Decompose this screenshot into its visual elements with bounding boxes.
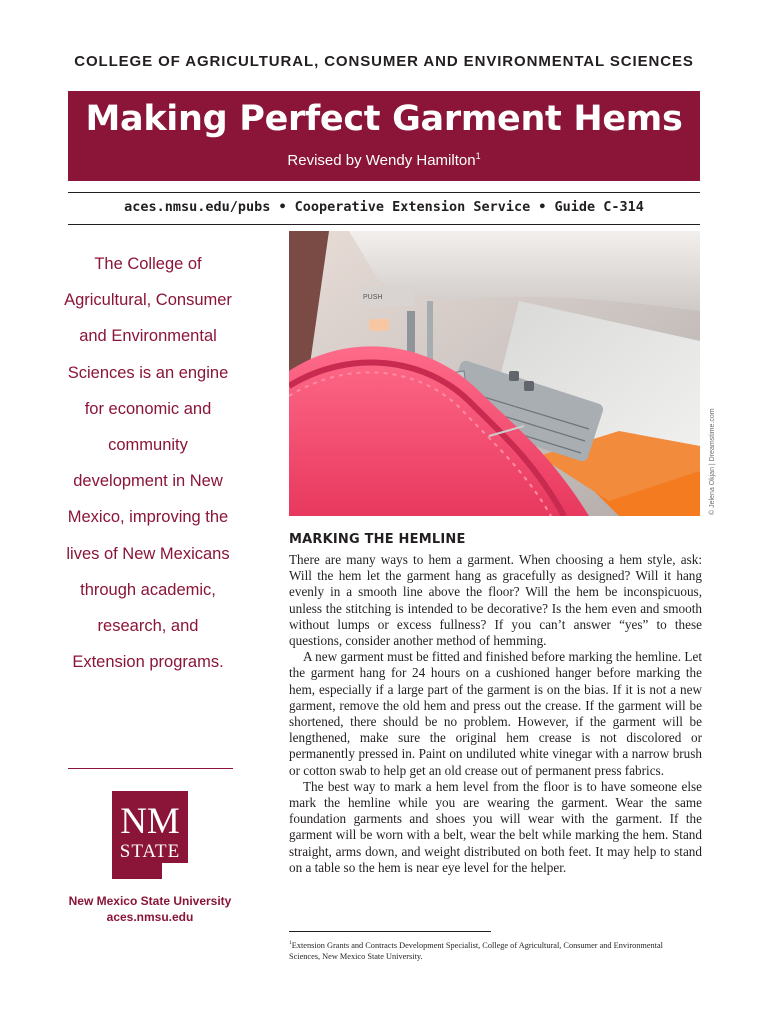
byline [68, 151, 700, 169]
meta-bottom-rule [68, 224, 700, 225]
university-block [50, 893, 250, 925]
footnote [289, 938, 689, 963]
logo-state-text: STATE [119, 841, 181, 862]
footnote-rule [289, 931, 491, 932]
sidebar-rule [68, 768, 233, 769]
section-heading: MARKING THE HEMLINE [289, 532, 466, 547]
footnote-marker: 1 [289, 940, 292, 946]
separator-dot: • [278, 199, 287, 215]
byline-footnote-marker: 1 [475, 151, 481, 161]
title-band [68, 91, 700, 181]
nmsu-logo [112, 791, 188, 879]
push-label: PUSH [363, 294, 383, 301]
sewing-machine-illustration [289, 231, 700, 516]
paragraph: The best way to mark a hem level from the floor is to have someone else mark the hemline while you are wearing the garment. Wear the same foundation garments and shoes you will wear with the garment. If the garment will be worn with a belt, wear the belt while marking the hem. Stand straight, arms down, and weight distributed on both feet. It may help to stand on a table so the hem is near eye level for the helper. [289, 778, 702, 875]
paragraph: A new garment must be fitted and finished before marking the hemline. Let the garment hang for 24 hours on a cushioned hanger before marking the hem, especially if a large part of the garment is on the bias. If it is not a new garment, remove the old hem and press out the crease. If the garment will be shortened, there should be no problem. However, if the garment will be lengthened, make sure the original hem crease is not discolored or permanently pressed in. Paint on undiluted white vinegar with a narrow brush or cotton swab to help get an old crease out of permanent press fabrics. [289, 649, 702, 778]
university-name: New Mexico State University [68, 894, 232, 908]
logo-nm-text: NM [120, 801, 180, 842]
byline-text: Revised by Wendy Hamilton [287, 152, 476, 169]
publication-meta [68, 199, 700, 215]
page-title: Making Perfect Garment Hems [85, 99, 683, 139]
photo-credit: © Jelena Okjan | Dreamstime.com [709, 408, 716, 515]
university-url[interactable]: aces.nmsu.edu [106, 910, 194, 924]
pubs-link[interactable]: aces.nmsu.edu/pubs [124, 199, 271, 215]
article-body [289, 552, 702, 876]
footnote-text: Extension Grants and Contracts Development Specialist, College of Agricultural, Consumer and Environmental Sciences, New Mexico State University. [289, 940, 663, 962]
sewing-machine-photo [289, 231, 700, 516]
mission-statement: The College of Agricultural, Consumer and Environmental Sciences is an engine for economic and community development in New Mexico, improving the lives of New Mexicans through academic, research, and Extension programs. [64, 255, 232, 672]
paragraph: There are many ways to hem a garment. When choosing a hem style, ask: Will the hem let the garment hang as gracefully as designed? Will it hang evenly in a smooth line above the floor? Will the hem be inconspicuous, unless the stitching is intended to be decorative? Is the hem even and smooth without lumps or excess fullness? If you can’t answer “yes” to these questions, consider another method of hemming. [289, 552, 702, 649]
guide-number: Guide C-314 [554, 199, 644, 215]
service-name: Cooperative Extension Service [294, 199, 531, 215]
top-rule [68, 192, 700, 193]
college-header: COLLEGE OF AGRICULTURAL, CONSUMER AND ENVIRONMENTAL SCIENCES [74, 53, 694, 70]
separator-dot: • [538, 199, 547, 215]
